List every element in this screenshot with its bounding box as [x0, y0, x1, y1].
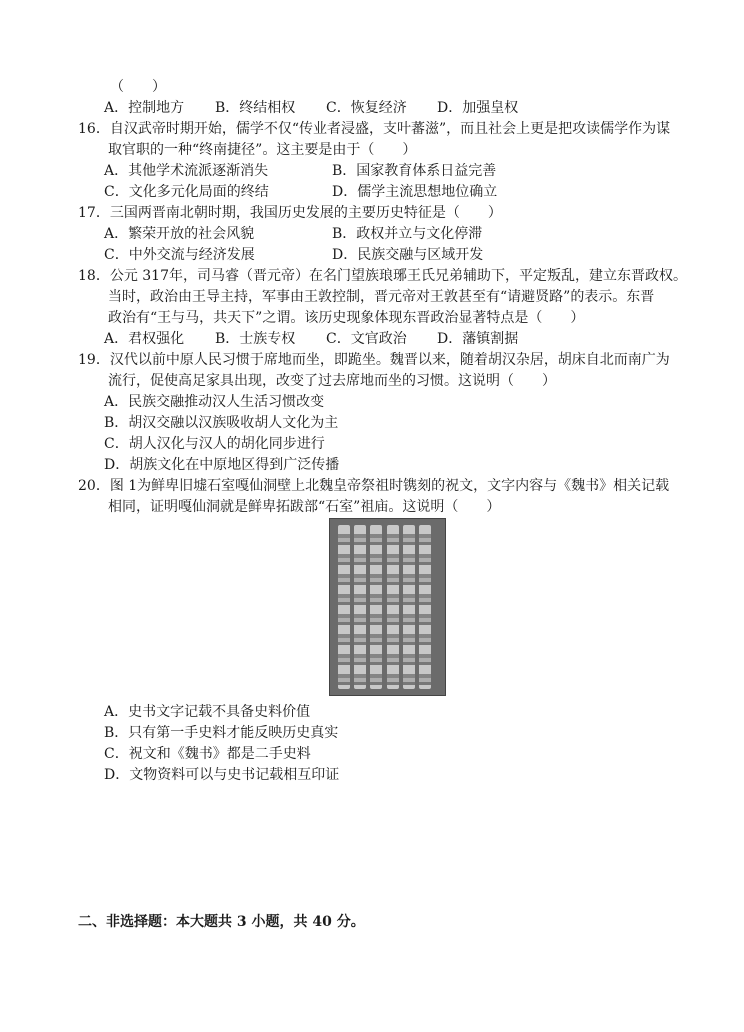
- q17-option-c: C．中外交流与经济发展: [104, 247, 255, 263]
- q15-option-c: C．恢复经济: [326, 100, 407, 116]
- q15-option-b: B．终结相权: [215, 100, 296, 116]
- q19-stem-line1: 19．汉代以前中原人民习惯于席地而坐，即跪坐。魏晋以来，随着胡汉杂居，胡床自北而南广为: [78, 352, 670, 368]
- q20-option-d: D．文物资料可以与史书记载相互印证: [104, 767, 340, 783]
- q18-stem-line2: 当时，政治由王导主持，军事由王敦控制，晋元帝对王敦甚至有“请避贤路”的表示。东晋: [108, 289, 655, 305]
- q18-options: [104, 329, 518, 350]
- q18-option-c: C．文官政治: [326, 331, 407, 347]
- q20-stem-line2: 相同，证明嘎仙洞就是鲜卑拓跋部“石室”祖庙。这说明（ ）: [108, 499, 501, 515]
- q19-option-b: B．胡汉交融以汉族吸收胡人文化为主: [104, 415, 339, 431]
- q17-options-row1: [104, 224, 482, 245]
- q16-option-d: D．儒学主流思想地位确立: [332, 184, 498, 200]
- q16-stem-line1: 16．自汉武帝时期开始，儒学不仅“传业者浸盛，支叶蕃滋”，而且社会上更是把攻读儒学作为谋: [78, 121, 671, 137]
- q17-option-d: D．民族交融与区域开发: [332, 247, 484, 263]
- q17-option-a: A．繁荣开放的社会风貌: [104, 226, 255, 242]
- q15-option-d: D．加强皇权: [437, 100, 519, 116]
- q18-stem-line1: 18．公元 317年，司马睿（晋元帝）在名门望族琅琊王氏兄弟辅助下，平定叛乱，建立东晋政权。: [78, 268, 687, 284]
- q19-option-a: A．民族交融推动汉人生活习惯改变: [104, 394, 325, 410]
- q16-option-b: B．国家教育体系日益完善: [332, 163, 497, 179]
- q16-option-c: C．文化多元化局面的终结: [104, 184, 269, 200]
- q15-option-a: A．控制地方: [104, 100, 185, 116]
- q20-stem-line1: 20．图 1为鲜卑旧墟石室嘎仙洞壁上北魏皇帝祭祖时镌刻的祝文，文字内容与《魏书》相关记载: [78, 478, 670, 494]
- q16-options-row1: [104, 161, 496, 182]
- q19-stem-line2: 流行，促使高足家具出现，改变了过去席地而坐的习惯。这说明（ ）: [108, 373, 556, 389]
- q17-stem: 17．三国两晋南北朝时期，我国历史发展的主要历史特征是（ ）: [78, 205, 502, 221]
- q18-option-b: B．士族专权: [215, 331, 296, 347]
- q19-option-c: C．胡人汉化与汉人的胡化同步进行: [104, 436, 325, 452]
- q20-option-c: C．祝文和《魏书》都是二手史料: [104, 746, 311, 762]
- q20-option-a: A．史书文字记载不具备史料价值: [104, 704, 311, 720]
- q15-paren: （ ）: [110, 79, 166, 95]
- q16-option-a: A．其他学术流派逐渐消失: [104, 163, 269, 179]
- q18-stem-line3: 政治有“王与马，共天下”之谓。该历史现象体现东晋政治显著特点是（ ）: [108, 310, 585, 326]
- q16-options-row2: [104, 182, 497, 203]
- section-heading-non-choice: 二、非选择题：本大题共 3 小题，共 40 分。: [78, 914, 365, 930]
- q18-option-a: A．君权强化: [104, 331, 185, 347]
- q20-option-b: B．只有第一手史料才能反映历史真实: [104, 725, 339, 741]
- q17-options-row2: [104, 245, 483, 266]
- q19-option-d: D．胡族文化在中原地区得到广泛传播: [104, 457, 340, 473]
- q18-option-d: D．藩镇割据: [437, 331, 519, 347]
- q17-option-b: B．政权并立与文化停滞: [332, 226, 483, 242]
- inscription-rubbing-image: [329, 518, 446, 696]
- q16-stem-line2: 取官职的一种“终南捷径”。这主要是由于（ ）: [108, 142, 417, 158]
- q15-options: [104, 98, 518, 119]
